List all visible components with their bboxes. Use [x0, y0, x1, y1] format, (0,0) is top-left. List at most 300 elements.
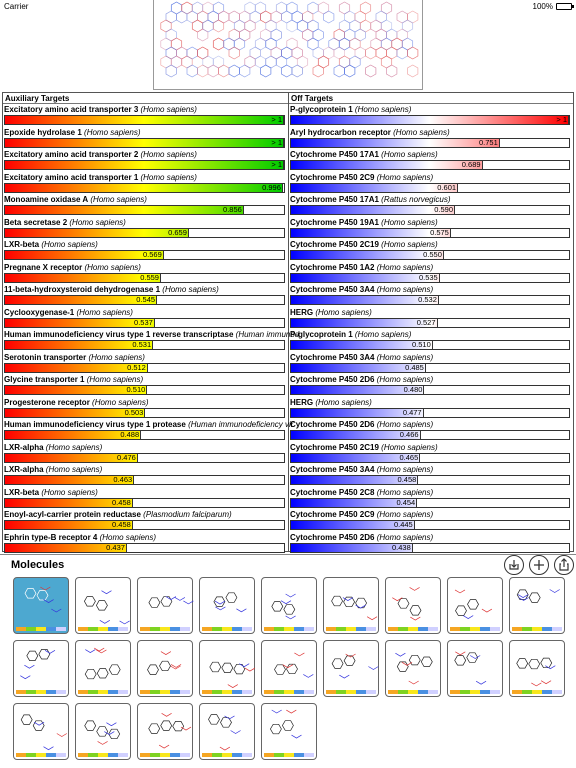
score-bar	[290, 520, 570, 530]
score-bar-fill	[5, 319, 155, 327]
off-target-row[interactable]	[289, 149, 573, 172]
score-bar-fill	[291, 319, 438, 327]
score-value: 0.465	[399, 452, 419, 462]
target-species: (Homo sapiens)	[88, 195, 147, 204]
molecule-structure-icon	[140, 706, 190, 752]
score-bar	[290, 205, 570, 215]
score-bar	[290, 228, 570, 238]
target-species: (Homo sapiens)	[138, 105, 197, 114]
target-species: (Rattus norvegicus)	[378, 195, 451, 204]
off-targets-column	[289, 93, 573, 551]
target-species: (Homo sapiens)	[352, 330, 412, 339]
score-bar	[4, 363, 285, 373]
score-bar	[4, 228, 285, 238]
target-name	[289, 374, 573, 385]
score-value: 0.476	[117, 452, 136, 462]
property-strip	[388, 627, 438, 631]
auxiliary-targets-column	[3, 93, 300, 552]
score-value: 0.545	[136, 295, 156, 304]
target-name-label: Progesterone receptor	[4, 397, 90, 407]
molecule-structure-icon	[16, 580, 66, 626]
off-target-row[interactable]	[289, 509, 573, 532]
auxiliary-target-row[interactable]	[3, 464, 288, 487]
target-species: (Homo sapiens)	[378, 442, 438, 452]
score-value: 0.856	[223, 205, 242, 214]
molecule-structure-icon	[326, 580, 376, 626]
molecule-structure-icon	[202, 706, 252, 752]
target-species: (Homo sapiens)	[374, 532, 434, 542]
target-name-label: Cytochrome P450 2C19	[290, 240, 379, 249]
score-value: 0.550	[423, 250, 442, 259]
auxiliary-target-row[interactable]	[3, 487, 288, 510]
target-species: (Homo sapiens)	[378, 217, 438, 227]
auxiliary-target-row[interactable]	[3, 239, 288, 262]
molecule-tile[interactable]	[137, 640, 193, 697]
score-bar-fill	[291, 184, 458, 192]
molecule-tile[interactable]	[323, 640, 379, 697]
target-name-label: Cytochrome P450 1A2	[290, 262, 375, 272]
score-value: 0.454	[396, 497, 416, 507]
target-name-label: Excitatory amino acid transporter 1	[4, 172, 139, 182]
target-name	[3, 374, 288, 385]
molecule-tile[interactable]	[137, 703, 193, 760]
molecule-tile[interactable]	[261, 577, 317, 634]
score-bar	[4, 138, 285, 148]
molecule-structure-icon	[202, 580, 252, 626]
target-species: (Homo sapiens)	[374, 172, 434, 182]
auxiliary-target-row[interactable]	[3, 194, 288, 217]
score-bar-fill	[291, 251, 444, 259]
auxiliary-target-row[interactable]	[3, 217, 288, 240]
auxiliary-target-row[interactable]	[3, 284, 288, 307]
molecule-structure-icon	[264, 580, 314, 626]
score-value: 0.590	[434, 205, 454, 214]
target-name-label: Cytochrome P450 2C8	[290, 487, 375, 497]
target-species: (Homo sapiens)	[313, 307, 372, 317]
score-value: 0.463	[113, 475, 133, 484]
molecule-structure-icon	[388, 580, 438, 626]
score-bar	[290, 430, 570, 440]
auxiliary-target-row[interactable]	[3, 127, 288, 150]
score-value: 0.480	[403, 385, 423, 394]
off-target-row[interactable]	[289, 419, 573, 442]
target-name	[289, 352, 573, 363]
score-value: 0.531	[132, 340, 152, 349]
score-bar	[4, 115, 285, 125]
molecule-structure-icon	[78, 706, 128, 752]
property-strip	[264, 627, 314, 631]
auxiliary-target-row[interactable]	[3, 329, 300, 352]
target-name	[289, 509, 573, 520]
score-value: 0.689	[461, 160, 481, 169]
score-bar	[290, 115, 570, 125]
off-target-row[interactable]	[289, 397, 573, 420]
auxiliary-target-row[interactable]	[3, 374, 288, 397]
molecule-structure-icon	[78, 580, 128, 626]
auxiliary-target-row[interactable]	[3, 397, 288, 420]
target-name-label: 11-beta-hydroxysteroid dehydrogenase 1	[4, 285, 161, 294]
target-name-label: LXR-beta	[4, 487, 40, 497]
off-target-row[interactable]	[289, 217, 573, 240]
battery-percent: 100%	[532, 2, 553, 11]
target-name-label: Cytochrome P450 3A4	[290, 352, 375, 362]
auxiliary-target-row[interactable]	[3, 307, 288, 330]
off-target-row[interactable]	[289, 284, 573, 307]
target-species: (Plasmodium falciparum)	[140, 510, 232, 519]
score-bar	[4, 430, 285, 440]
target-species: (Human immunod	[233, 330, 300, 339]
score-bar	[290, 498, 570, 508]
target-name-label: Cytochrome P450 2D6	[290, 420, 375, 429]
score-bar	[4, 543, 285, 553]
score-bar	[290, 385, 570, 395]
off-target-row[interactable]	[289, 464, 573, 487]
score-value: 0.458	[397, 475, 417, 484]
auxiliary-target-row[interactable]	[3, 509, 288, 532]
molecule-tile[interactable]	[13, 703, 69, 760]
target-species: (Homo sapiens)	[390, 127, 450, 137]
target-name	[289, 464, 573, 475]
off-target-row[interactable]	[289, 262, 573, 285]
target-name	[289, 172, 573, 183]
molecule-tile[interactable]	[75, 640, 131, 697]
molecule-structure-icon	[202, 643, 252, 689]
target-name	[289, 532, 573, 543]
off-target-row[interactable]	[289, 374, 573, 397]
target-name	[3, 419, 294, 430]
molecule-tile[interactable]	[447, 640, 503, 697]
target-name	[3, 442, 288, 453]
target-name-label: Aryl hydrocarbon receptor	[290, 127, 391, 137]
auxiliary-target-row[interactable]	[3, 104, 288, 127]
target-species: (Homo sapiens)	[374, 465, 434, 474]
molecule-structure-icon	[388, 643, 438, 689]
target-name	[3, 464, 288, 475]
score-value: 0.996	[262, 182, 281, 192]
target-name-label: Epoxide hydrolase 1	[4, 127, 82, 137]
auxiliary-target-row[interactable]	[3, 419, 294, 442]
score-value: 0.559	[140, 272, 159, 282]
score-bar-fill	[5, 184, 283, 192]
score-value: 0.510	[412, 340, 431, 349]
target-name	[289, 194, 573, 205]
target-name	[289, 217, 573, 228]
auxiliary-target-row[interactable]	[3, 442, 288, 465]
off-target-row[interactable]	[289, 487, 573, 510]
score-bar	[290, 183, 570, 193]
molecule-tile[interactable]	[509, 640, 565, 697]
target-name	[3, 329, 300, 340]
score-bar	[290, 453, 570, 463]
off-target-row[interactable]	[289, 307, 573, 330]
target-species: (Human immunodeficiency vir	[185, 420, 294, 429]
target-name-label: Cytochrome P450 2D6	[290, 375, 375, 384]
molecule-structure-icon	[264, 706, 314, 752]
target-species: (Homo sapiens)	[89, 397, 149, 407]
score-bar	[4, 250, 285, 260]
score-bar	[4, 318, 285, 328]
target-species: (Homo sapiens)	[378, 150, 438, 159]
molecule-structure-icon	[264, 643, 314, 689]
target-name-label: Cytochrome P450 2C9	[290, 510, 375, 519]
score-value: 0.659	[168, 227, 187, 237]
molecule-tile[interactable]	[385, 577, 441, 634]
score-bar	[290, 475, 570, 485]
target-name	[3, 352, 288, 363]
target-name	[3, 194, 288, 205]
target-tables	[2, 92, 574, 552]
off-target-row[interactable]	[289, 442, 573, 465]
target-species: (Homo sapiens)	[86, 352, 145, 362]
off-target-row[interactable]	[289, 532, 573, 555]
battery-indicator	[533, 2, 572, 11]
target-name	[3, 217, 288, 228]
target-name	[3, 532, 288, 543]
score-value: > 1	[271, 115, 282, 124]
score-bar	[290, 543, 570, 553]
molecule-structure-icon	[16, 706, 66, 752]
property-strip	[16, 753, 66, 757]
score-bar	[290, 340, 570, 350]
target-name	[289, 419, 573, 430]
target-name	[289, 397, 573, 408]
auxiliary-target-row[interactable]	[3, 532, 288, 555]
target-name	[289, 307, 573, 318]
score-value: 0.458	[112, 520, 131, 529]
molecule-tile[interactable]	[385, 640, 441, 697]
target-name	[3, 284, 288, 295]
target-name	[3, 172, 288, 183]
molecule-tile[interactable]	[199, 640, 255, 697]
auxiliary-targets-header: Auxiliary Targets	[3, 93, 288, 104]
property-strip	[512, 690, 562, 694]
score-bar-fill	[5, 161, 284, 169]
target-name-label: Cytochrome P450 19A1	[290, 217, 379, 227]
score-value: 0.510	[126, 385, 146, 394]
property-strip	[202, 627, 252, 631]
auxiliary-target-row[interactable]	[3, 352, 288, 375]
molecule-structure-icon	[512, 643, 562, 689]
target-name	[3, 509, 288, 520]
auxiliary-target-row[interactable]	[3, 172, 288, 195]
molecule-tile[interactable]	[509, 577, 565, 634]
off-targets-header: Off Targets	[289, 93, 573, 104]
target-species: (Homo sapiens)	[374, 420, 434, 429]
target-name	[3, 487, 288, 498]
target-name	[3, 397, 288, 408]
property-strip	[78, 627, 128, 631]
target-name-label: Beta secretase 2	[4, 217, 68, 227]
target-species: (Homo sapiens)	[39, 240, 98, 249]
target-species: (Homo sapiens)	[74, 307, 133, 317]
score-bar-fill	[291, 229, 451, 237]
molecule-tile[interactable]	[199, 703, 255, 760]
score-value: 0.569	[142, 250, 162, 259]
property-strip	[264, 690, 314, 694]
target-name	[3, 239, 288, 250]
property-strip	[512, 627, 562, 631]
target-species: (Homo sapiens)	[82, 262, 141, 272]
target-name	[3, 307, 288, 318]
target-name-label: Human immunodeficiency virus type 1 reverse transcriptase	[4, 330, 234, 339]
molecule-structure-icon	[326, 643, 376, 689]
property-strip	[264, 753, 314, 757]
target-species: (Homo sapiens)	[374, 375, 434, 384]
score-bar	[4, 340, 285, 350]
molecule-tile[interactable]	[13, 577, 69, 634]
score-value: 0.458	[112, 497, 131, 507]
score-bar	[290, 273, 570, 283]
molecule-tile[interactable]	[447, 577, 503, 634]
target-name-label: Cytochrome P450 17A1	[290, 150, 379, 159]
target-name	[289, 329, 573, 340]
molecule-structure-icon	[140, 643, 190, 689]
target-name-label: Cytochrome P450 3A4	[290, 285, 375, 294]
score-value: 0.438	[391, 542, 411, 552]
score-value: 0.575	[430, 227, 449, 237]
molecules-header	[0, 554, 576, 576]
target-name	[289, 487, 573, 498]
property-strip	[140, 690, 190, 694]
molecule-tile[interactable]	[261, 640, 317, 697]
target-name-label: Cytochrome P450 3A4	[290, 465, 375, 474]
off-target-row[interactable]	[289, 127, 573, 150]
target-name-label: Serotonin transporter	[4, 352, 87, 362]
target-name-label: Human immunodeficiency virus type 1 protease	[4, 420, 186, 429]
carrier-label: Carrier	[4, 2, 29, 11]
target-name-label: Monoamine oxidase A	[4, 195, 89, 204]
property-strip	[78, 690, 128, 694]
score-bar	[4, 205, 285, 215]
molecule-tile[interactable]	[75, 703, 131, 760]
property-strip	[78, 753, 128, 757]
off-target-row[interactable]	[289, 172, 573, 195]
target-name	[3, 127, 288, 138]
score-bar-fill	[5, 274, 161, 282]
molecule-tile[interactable]	[137, 577, 193, 634]
target-name-label: P-glycoprotein 1	[290, 105, 353, 114]
target-name-label: Excitatory amino acid transporter 2	[4, 150, 139, 159]
target-species: (Homo sapiens)	[374, 352, 434, 362]
molecule-tile[interactable]	[13, 640, 69, 697]
share-button[interactable]	[554, 555, 574, 575]
score-value: 0.477	[402, 407, 422, 417]
score-bar	[4, 498, 285, 508]
score-bar-fill	[291, 161, 483, 169]
score-bar	[290, 318, 570, 328]
molecule-grid	[0, 577, 576, 768]
property-strip	[16, 690, 66, 694]
target-species: (Homo sapiens)	[374, 262, 434, 272]
molecule-tile[interactable]	[261, 703, 317, 760]
target-species: (Homo sapiens)	[81, 127, 141, 137]
molecule-tile[interactable]	[75, 577, 131, 634]
molecule-structure-icon	[450, 580, 500, 626]
molecule-tile[interactable]	[199, 577, 255, 634]
property-strip	[202, 690, 252, 694]
score-value: 0.527	[416, 317, 436, 327]
score-value: 0.535	[418, 272, 438, 282]
target-species: (Homo sapiens)	[378, 240, 438, 249]
target-species: (Homo sapiens)	[374, 285, 434, 294]
score-value: > 1	[271, 137, 282, 147]
score-bar-fill	[291, 139, 500, 147]
score-value: 0.503	[124, 407, 144, 417]
off-target-row[interactable]	[289, 352, 573, 375]
score-bar-fill	[291, 274, 440, 282]
target-name	[289, 104, 573, 115]
target-name-label: LXR-beta	[4, 240, 40, 249]
target-name-label: Cytochrome P450 2D6	[290, 532, 375, 542]
molecule-structure-icon	[140, 580, 190, 626]
score-value: 0.537	[134, 317, 153, 327]
score-value: > 1	[271, 160, 282, 169]
score-bar	[290, 408, 570, 418]
plus-icon	[530, 556, 548, 574]
target-name-label: Cytochrome P450 2C9	[290, 172, 375, 182]
score-bar	[4, 408, 285, 418]
molecule-structure-view[interactable]	[153, 0, 423, 90]
score-value: 0.445	[393, 520, 413, 529]
auxiliary-target-row[interactable]	[3, 262, 288, 285]
target-species: (Homo sapiens)	[352, 105, 412, 114]
target-species: (Homo sapiens)	[313, 397, 372, 407]
target-name-label: Ephrin type-B receptor 4	[4, 532, 98, 542]
target-name-label: HERG	[290, 307, 314, 317]
target-name	[289, 284, 573, 295]
target-name-label: Cytochrome P450 17A1	[290, 195, 379, 204]
score-bar	[290, 363, 570, 373]
property-strip	[140, 753, 190, 757]
score-bar-fill	[5, 251, 164, 259]
auxiliary-target-row[interactable]	[3, 149, 288, 172]
target-name	[289, 127, 573, 138]
molecule-structure-icon	[16, 643, 66, 689]
score-bar-fill	[5, 139, 284, 147]
score-value: 0.488	[120, 430, 140, 439]
score-bar	[4, 160, 285, 170]
target-name-label: HERG	[290, 397, 314, 407]
property-strip	[326, 627, 376, 631]
target-species: (Homo sapiens)	[97, 532, 157, 542]
score-bar-fill	[5, 116, 284, 124]
target-species: (Homo sapiens)	[67, 217, 126, 227]
score-value: 0.751	[479, 137, 498, 147]
add-button[interactable]	[529, 555, 549, 575]
target-name-label: Excitatory amino acid transporter 3	[4, 105, 139, 114]
score-bar-fill	[5, 206, 244, 214]
target-name-label: Cytochrome P450 2C19	[290, 442, 379, 452]
score-value: 0.485	[405, 362, 424, 372]
download-icon	[505, 556, 523, 574]
target-name	[3, 104, 288, 115]
target-name	[289, 262, 573, 273]
property-strip	[326, 690, 376, 694]
molecule-structure-icon	[512, 580, 562, 626]
molecule-structure-icon	[450, 643, 500, 689]
molecule-tile[interactable]	[323, 577, 379, 634]
property-strip	[202, 753, 252, 757]
off-target-row[interactable]	[289, 194, 573, 217]
score-value: 0.601	[437, 182, 457, 192]
off-target-row[interactable]	[289, 329, 573, 352]
property-strip	[140, 627, 190, 631]
off-target-row[interactable]	[289, 104, 573, 127]
off-target-row[interactable]	[289, 239, 573, 262]
score-bar	[4, 453, 285, 463]
target-species: (Homo sapiens)	[43, 442, 103, 452]
download-button[interactable]	[504, 555, 524, 575]
